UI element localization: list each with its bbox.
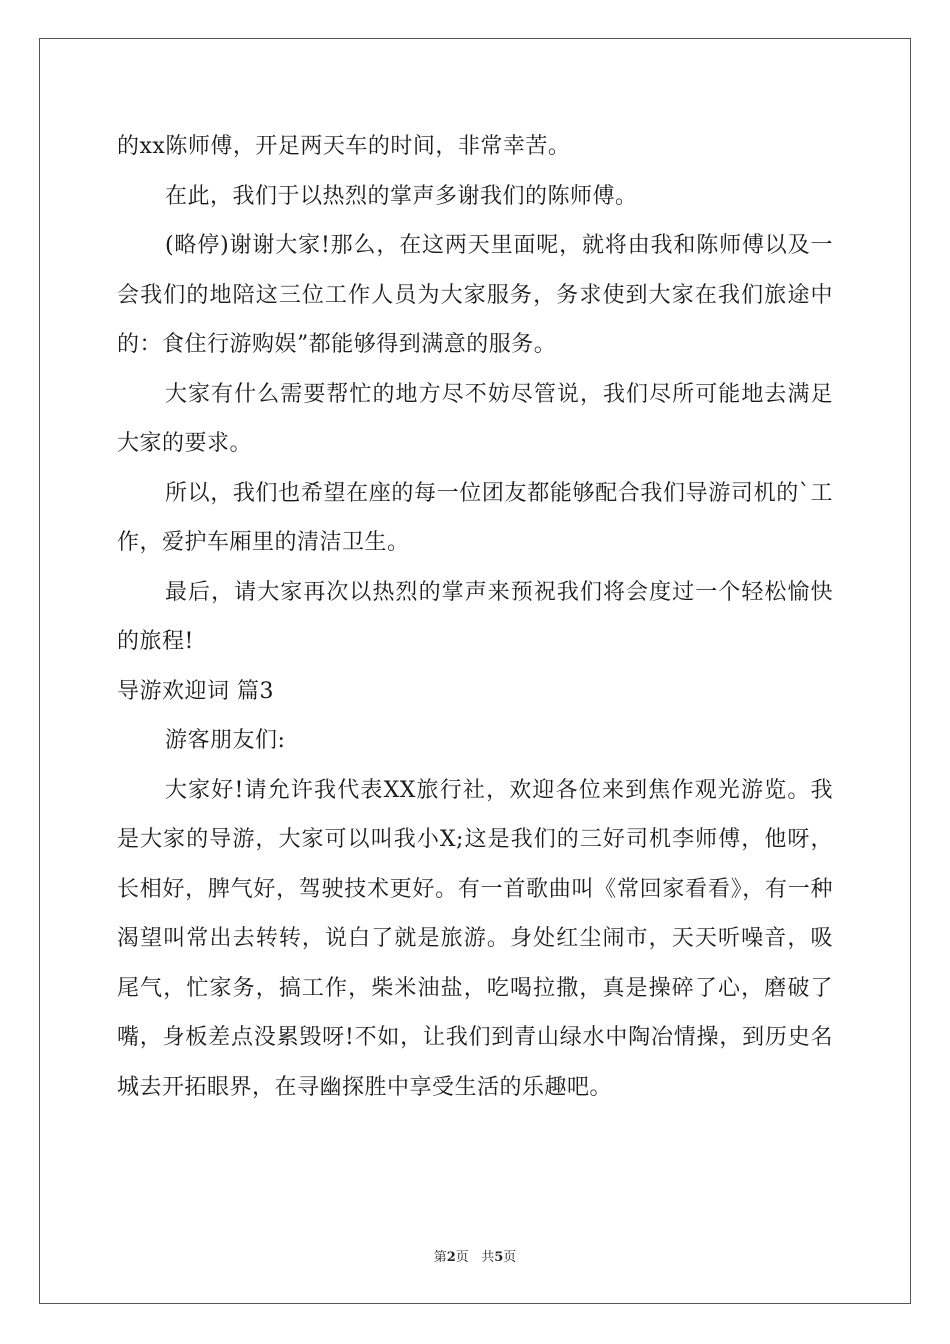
paragraph: 所以，我们也希望在座的每一位团友都能够配合我们导游司机的`工作，爱护车厢里的清洁卫生。: [117, 480, 833, 555]
paragraph: 大家有什么需要帮忙的地方尽不妨尽管说，我们尽所可能地去满足大家的要求。: [117, 381, 833, 456]
paragraph: 最后，请大家再次以热烈的掌声来预祝我们将会度过一个轻松愉快的旅程!: [117, 579, 833, 654]
paragraph: 大家好!请允许我代表XX旅行社，欢迎各位来到焦作观光游览。我是大家的导游，大家可以叫我小X;这是我们的三好司机李师傅，他呀，长相好，脾气好，驾驶技术更好。有一首歌曲叫《常回家看看》，有一种渴望叫常出去转转，说白了就是旅游。身处红尘闹市，天天听噪音，吸尾气，忙家务，搞工作，柴米油盐，吃喝拉撒，真是操碎了心，磨破了嘴，身板差点没累毁呀!不如，让我们到青山绿水中陶冶情操，到历史名城去开拓眼界，在寻幽探胜中享受生活的乐趣吧。: [117, 777, 833, 1100]
total-unit: 页: [503, 1250, 517, 1265]
paragraph: 在此，我们于以热烈的掌声多谢我们的陈师傅。: [165, 183, 638, 209]
paragraph: 的xx陈师傅，开足两天车的时间，非常幸苦。: [117, 134, 571, 159]
page-unit: 页: [455, 1250, 469, 1265]
paragraph: (略停)谢谢大家!那么，在这两天里面呢，就将由我和陈师傅以及一会我们的地陪这三位工作人员为大家服务，务求使到大家在我们旅途中的：食住行游购娱”都能够得到满意的服务。: [117, 233, 833, 357]
section-heading: 导游欢迎词 篇3: [117, 678, 274, 704]
page-prefix: 第: [433, 1250, 447, 1265]
page-footer: [0, 1246, 950, 1265]
document-body: [117, 122, 833, 1112]
greeting-paragraph: 游客朋友们:: [165, 728, 286, 753]
page-total: 5: [494, 1250, 504, 1265]
page-current: 2: [446, 1250, 456, 1265]
total-prefix: 共: [481, 1250, 495, 1265]
